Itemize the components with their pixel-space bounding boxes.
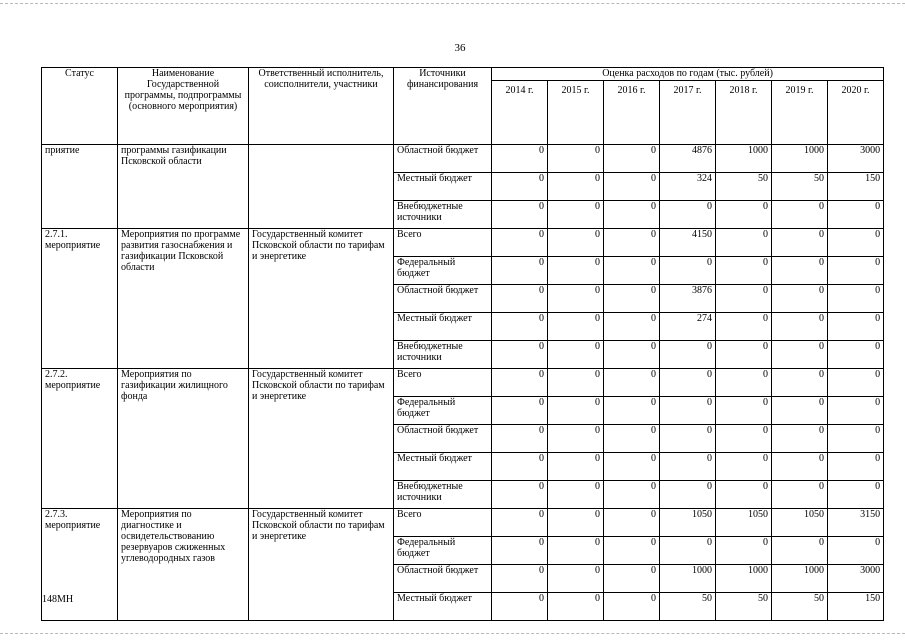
- expense-value-cell: 0: [492, 313, 548, 341]
- program-name-cell: программы газификации Псковской области: [118, 145, 249, 229]
- executor-cell: Государственный комитет Псковской области по тарифам и энергетике: [249, 229, 394, 369]
- expense-value-cell: 0: [604, 285, 660, 313]
- expense-value-cell: 0: [772, 481, 828, 509]
- expense-value-cell: 0: [772, 257, 828, 285]
- expense-value-cell: 0: [492, 341, 548, 369]
- expense-value-cell: 0: [716, 369, 772, 397]
- funding-source-cell: Местный бюджет: [394, 313, 492, 341]
- expense-value-cell: 0: [548, 537, 604, 565]
- header-year: 2014 г.: [492, 81, 548, 145]
- expense-value-cell: 0: [548, 257, 604, 285]
- funding-source-cell: Областной бюджет: [394, 565, 492, 593]
- expense-value-cell: 0: [772, 229, 828, 257]
- expense-value-cell: 0: [604, 341, 660, 369]
- page-number: 36: [454, 42, 466, 54]
- expense-value-cell: 0: [604, 453, 660, 481]
- expense-value-cell: 0: [492, 285, 548, 313]
- expense-value-cell: 0: [548, 229, 604, 257]
- expense-value-cell: 0: [828, 369, 884, 397]
- expense-value-cell: 1050: [772, 509, 828, 537]
- expense-value-cell: 0: [548, 565, 604, 593]
- expense-value-cell: 0: [772, 341, 828, 369]
- expense-value-cell: 0: [492, 173, 548, 201]
- expense-value-cell: 0: [492, 565, 548, 593]
- expense-value-cell: 0: [548, 509, 604, 537]
- expense-value-cell: 0: [492, 257, 548, 285]
- expense-value-cell: 4150: [660, 229, 716, 257]
- header-executor: Ответственный исполнитель, соисполнители, участники: [249, 68, 394, 145]
- expense-value-cell: 0: [604, 229, 660, 257]
- expense-value-cell: 50: [772, 593, 828, 621]
- funding-source-cell: Местный бюджет: [394, 173, 492, 201]
- expense-value-cell: 50: [716, 593, 772, 621]
- funding-source-cell: Федеральный бюджет: [394, 397, 492, 425]
- expense-value-cell: 3150: [828, 509, 884, 537]
- expense-value-cell: 0: [604, 593, 660, 621]
- expense-value-cell: 0: [492, 369, 548, 397]
- expense-value-cell: 0: [604, 173, 660, 201]
- funding-source-cell: Местный бюджет: [394, 453, 492, 481]
- funding-source-cell: Федеральный бюджет: [394, 537, 492, 565]
- expense-value-cell: 0: [716, 341, 772, 369]
- expense-value-cell: 0: [492, 593, 548, 621]
- expense-value-cell: 0: [604, 369, 660, 397]
- expense-value-cell: 0: [604, 481, 660, 509]
- expense-value-cell: 0: [828, 257, 884, 285]
- expense-value-cell: 0: [828, 285, 884, 313]
- funding-source-cell: Областной бюджет: [394, 425, 492, 453]
- footer-code: 148МН: [42, 594, 74, 605]
- expense-value-cell: 0: [660, 397, 716, 425]
- expense-value-cell: 1000: [716, 565, 772, 593]
- funding-source-cell: Всего: [394, 229, 492, 257]
- expense-value-cell: 0: [548, 341, 604, 369]
- header-expenses: Оценка расходов по годам (тыс. рублей): [492, 68, 884, 81]
- table-row: [42, 369, 884, 397]
- expense-value-cell: 1050: [660, 509, 716, 537]
- executor-cell: Государственный комитет Псковской области по тарифам и энергетике: [249, 369, 394, 509]
- expense-value-cell: 0: [492, 509, 548, 537]
- expense-value-cell: 0: [604, 425, 660, 453]
- executor-cell: [249, 145, 394, 229]
- expense-value-cell: 0: [660, 425, 716, 453]
- table-row: [42, 509, 884, 537]
- table-row: [42, 229, 884, 257]
- expense-value-cell: 0: [548, 201, 604, 229]
- funding-source-cell: Всего: [394, 369, 492, 397]
- funding-source-cell: Областной бюджет: [394, 145, 492, 173]
- expense-value-cell: 0: [492, 537, 548, 565]
- expense-value-cell: 3000: [828, 145, 884, 173]
- header-year: 2016 г.: [604, 81, 660, 145]
- expense-value-cell: 324: [660, 173, 716, 201]
- expense-value-cell: 0: [828, 397, 884, 425]
- expense-value-cell: 50: [772, 173, 828, 201]
- expense-value-cell: 0: [604, 201, 660, 229]
- expense-value-cell: 0: [548, 285, 604, 313]
- table-row: [42, 145, 884, 173]
- header-year: 2015 г.: [548, 81, 604, 145]
- header-year: 2020 г.: [828, 81, 884, 145]
- scan-edge-bottom: [0, 633, 905, 634]
- expense-value-cell: 0: [548, 481, 604, 509]
- table-body: [42, 145, 884, 621]
- expense-value-cell: 0: [548, 425, 604, 453]
- expense-value-cell: 1000: [716, 145, 772, 173]
- expense-value-cell: 0: [660, 369, 716, 397]
- expense-value-cell: 50: [660, 593, 716, 621]
- expense-value-cell: 0: [772, 313, 828, 341]
- expense-value-cell: 0: [828, 229, 884, 257]
- expense-value-cell: 0: [772, 425, 828, 453]
- expense-value-cell: 0: [660, 453, 716, 481]
- header-name: Наименование Государственной программы, подпрограммы (основного мероприятия): [118, 68, 249, 145]
- expense-value-cell: 0: [492, 201, 548, 229]
- header-year: 2018 г.: [716, 81, 772, 145]
- expense-value-cell: 0: [772, 453, 828, 481]
- expense-value-cell: 0: [716, 537, 772, 565]
- expense-value-cell: 50: [716, 173, 772, 201]
- expense-value-cell: 0: [492, 453, 548, 481]
- expense-value-cell: 0: [604, 537, 660, 565]
- executor-cell: Государственный комитет Псковской области по тарифам и энергетике: [249, 509, 394, 621]
- expense-value-cell: 0: [604, 565, 660, 593]
- expense-value-cell: 3000: [828, 565, 884, 593]
- funding-source-cell: Местный бюджет: [394, 593, 492, 621]
- expense-value-cell: 0: [492, 425, 548, 453]
- expense-value-cell: 0: [548, 145, 604, 173]
- expense-value-cell: 0: [772, 285, 828, 313]
- expense-value-cell: 0: [772, 369, 828, 397]
- funding-source-cell: Всего: [394, 509, 492, 537]
- expense-value-cell: 0: [492, 229, 548, 257]
- expense-value-cell: 0: [604, 397, 660, 425]
- expense-value-cell: 150: [828, 593, 884, 621]
- expense-value-cell: 0: [548, 397, 604, 425]
- expense-value-cell: 0: [772, 537, 828, 565]
- expense-value-cell: 0: [548, 369, 604, 397]
- expense-value-cell: 0: [772, 397, 828, 425]
- funding-source-cell: Внебюджетные источники: [394, 341, 492, 369]
- expense-value-cell: 0: [828, 453, 884, 481]
- expense-value-cell: 1050: [716, 509, 772, 537]
- expense-value-cell: 0: [660, 201, 716, 229]
- expense-value-cell: 0: [548, 173, 604, 201]
- header-year: 2019 г.: [772, 81, 828, 145]
- expense-value-cell: 1000: [772, 565, 828, 593]
- expense-value-cell: 0: [716, 397, 772, 425]
- expense-value-cell: 0: [604, 145, 660, 173]
- funding-source-cell: Внебюджетные источники: [394, 201, 492, 229]
- expense-value-cell: 0: [716, 425, 772, 453]
- status-cell: 2.7.1. мероприятие: [42, 229, 118, 369]
- expense-value-cell: 0: [604, 257, 660, 285]
- expense-value-cell: 0: [716, 285, 772, 313]
- expense-value-cell: 0: [828, 537, 884, 565]
- status-cell: 2.7.3. мероприятие: [42, 509, 118, 621]
- expense-value-cell: 0: [660, 341, 716, 369]
- scan-edge-top: [0, 3, 905, 4]
- expense-value-cell: 1000: [660, 565, 716, 593]
- budget-table: [41, 67, 884, 621]
- expense-value-cell: 274: [660, 313, 716, 341]
- expense-value-cell: 0: [492, 481, 548, 509]
- expense-value-cell: 1000: [772, 145, 828, 173]
- expense-value-cell: 0: [828, 481, 884, 509]
- expense-value-cell: 4876: [660, 145, 716, 173]
- expense-value-cell: 0: [548, 313, 604, 341]
- status-cell: 2.7.2. мероприятие: [42, 369, 118, 509]
- status-cell: приятие: [42, 145, 118, 229]
- expense-value-cell: 0: [660, 481, 716, 509]
- expense-value-cell: 0: [604, 509, 660, 537]
- expense-value-cell: 0: [604, 313, 660, 341]
- expense-value-cell: 150: [828, 173, 884, 201]
- expense-value-cell: 0: [828, 341, 884, 369]
- expense-value-cell: 0: [492, 145, 548, 173]
- program-name-cell: Мероприятия по газификации жилищного фонда: [118, 369, 249, 509]
- program-name-cell: Мероприятия по программе развития газоснабжения и газификации Псковской области: [118, 229, 249, 369]
- header-status: Статус: [42, 68, 118, 145]
- expense-value-cell: 0: [660, 257, 716, 285]
- expense-value-cell: 0: [772, 201, 828, 229]
- expense-value-cell: 0: [828, 313, 884, 341]
- funding-source-cell: Федеральный бюджет: [394, 257, 492, 285]
- expense-value-cell: 0: [716, 257, 772, 285]
- expense-value-cell: 0: [828, 425, 884, 453]
- expense-value-cell: 0: [660, 537, 716, 565]
- funding-source-cell: Внебюджетные источники: [394, 481, 492, 509]
- funding-source-cell: Областной бюджет: [394, 285, 492, 313]
- expense-value-cell: 3876: [660, 285, 716, 313]
- expense-value-cell: 0: [548, 593, 604, 621]
- header-year: 2017 г.: [660, 81, 716, 145]
- expense-value-cell: 0: [492, 397, 548, 425]
- expense-value-cell: 0: [828, 201, 884, 229]
- expense-value-cell: 0: [548, 453, 604, 481]
- program-name-cell: Мероприятия по диагностике и освидетельствованию резервуаров сжиженных углеводородных газов: [118, 509, 249, 621]
- expense-value-cell: 0: [716, 453, 772, 481]
- expense-value-cell: 0: [716, 313, 772, 341]
- expense-value-cell: 0: [716, 229, 772, 257]
- header-source: Источники финансирования: [394, 68, 492, 145]
- expense-value-cell: 0: [716, 201, 772, 229]
- expense-value-cell: 0: [716, 481, 772, 509]
